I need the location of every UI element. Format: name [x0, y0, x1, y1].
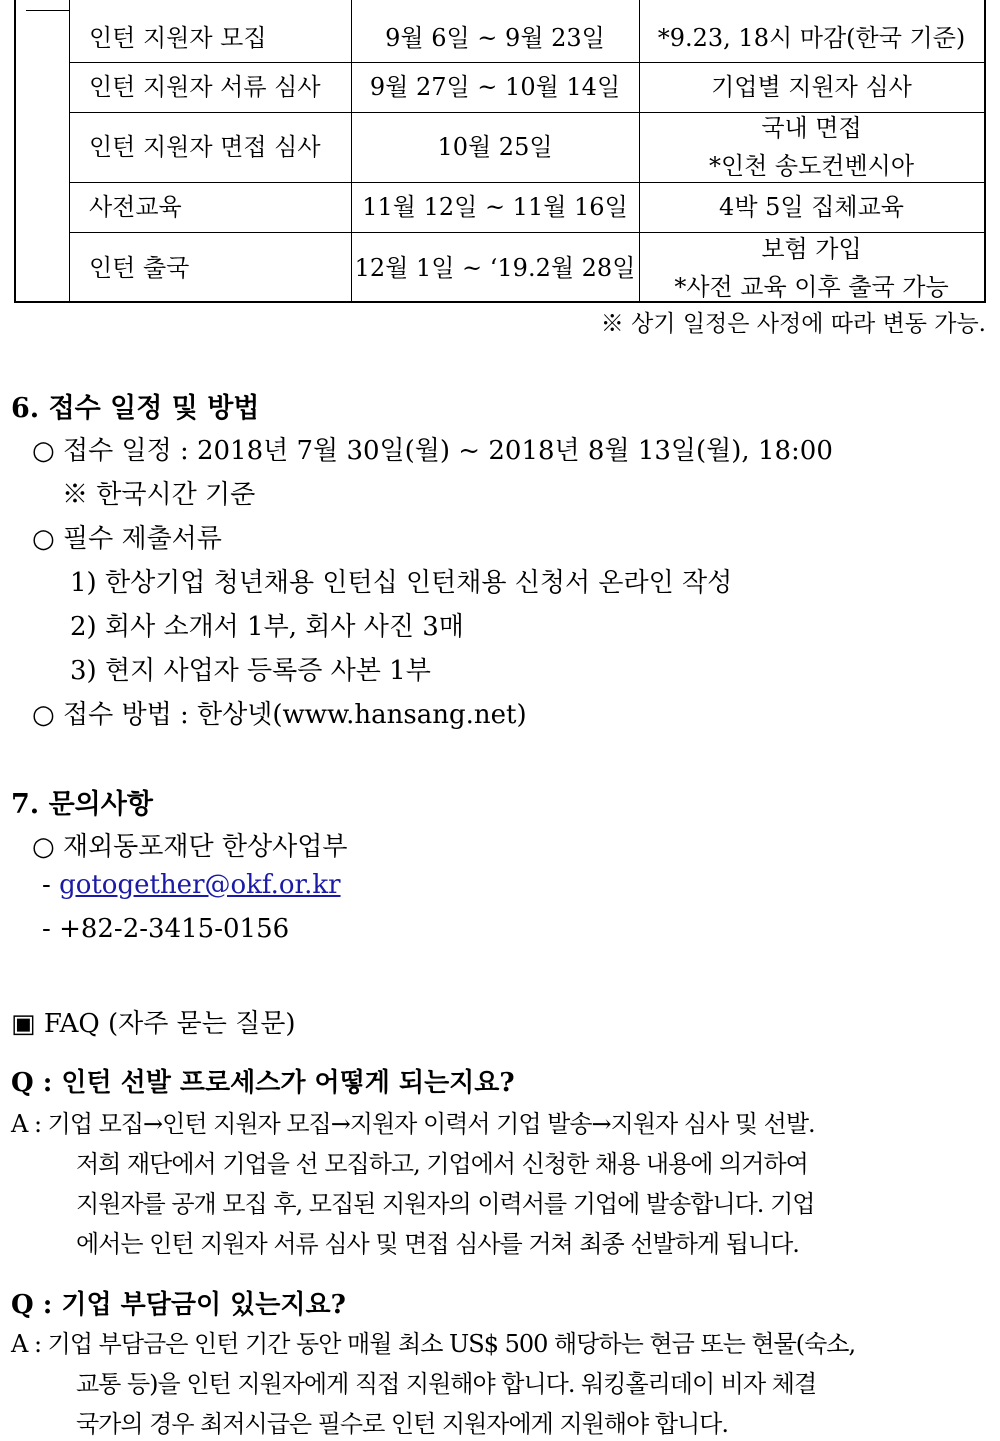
required-doc-item: 2) 회사 소개서 1부, 회사 사진 3매	[70, 612, 464, 642]
table-cell-step: 인턴 지원자 서류 심사	[89, 73, 321, 101]
faq-answer-line: 저희 재단에서 기업을 선 모집하고, 기업에서 신청한 채용 내용에 의거하여	[76, 1150, 808, 1178]
faq-answer-line: 지원자를 공개 모집 후, 모집된 지원자의 이력서를 기업에 발송합니다. 기업	[76, 1190, 815, 1218]
contact-org: ○ 재외동포재단 한상사업부	[32, 832, 348, 862]
table-cell-note: 국내 면접 *인천 송도컨벤시아	[708, 114, 915, 180]
table-cell-period: 11월 12일 ~ 11월 16일	[362, 193, 628, 221]
table-cell-period: 12월 1일 ~ ‘19.2월 28일	[354, 253, 636, 282]
receipt-method: ○ 접수 방법 : 한상넷(www.hansang.net)	[32, 700, 527, 730]
timezone-note: ※ 한국시간 기준	[62, 480, 256, 510]
table-cell-note: 보험 가입 *사전 교육 이후 출국 가능	[674, 234, 949, 301]
faq-answer-line: 국가의 경우 최저시급은 필수로 인턴 지원자에게 지원해야 합니다.	[76, 1410, 728, 1438]
faq-answer-line: A : 기업 모집→인턴 지원자 모집→지원자 이력서 기업 발송→지원자 심사 및 선발.	[11, 1110, 815, 1138]
required-docs-title: ○ 필수 제출서류	[32, 524, 222, 554]
faq-answer-line: 교통 등)을 인턴 지원자에게 직접 지원해야 합니다. 워킹홀리데이 비자 체결	[76, 1370, 817, 1398]
table-cell-note: 기업별 지원자 심사	[711, 73, 912, 101]
faq-question: Q : 인턴 선발 프로세스가 어떻게 되는지요?	[11, 1068, 515, 1098]
contact-phone: +82-2-3415-0156	[59, 914, 290, 944]
required-doc-item: 3) 현지 사업자 등록증 사본 1부	[70, 656, 431, 686]
list-dash: -	[42, 914, 51, 944]
table-cell-period: 10월 25일	[437, 133, 553, 161]
contact-email-link[interactable]: gotogether@okf.or.kr	[59, 870, 341, 900]
faq-answer-line: 에서는 인턴 지원자 서류 심사 및 면접 심사를 거쳐 최종 선발하게 됩니다.	[76, 1230, 799, 1258]
table-cell-note: 4박 5일 집체교육	[719, 193, 904, 221]
section-7-title: 7. 문의사항	[11, 789, 153, 820]
table-cell-step: 인턴 지원자 면접 심사	[89, 133, 321, 161]
table-cell-note: *9.23, 18시 마감(한국 기준)	[657, 24, 966, 52]
table-cell-period: 9월 6일 ~ 9월 23일	[385, 24, 605, 52]
list-dash: -	[42, 870, 51, 900]
faq-title: ▣ FAQ (자주 묻는 질문)	[11, 1009, 296, 1039]
contact-email-row	[42, 870, 341, 900]
faq-answer-line: A : 기업 부담금은 인턴 기간 동안 매월 최소 US$ 500 해당하는 현금 또는 현물(숙소,	[11, 1330, 856, 1358]
table-cell-period: 9월 27일 ~ 10월 14일	[369, 73, 621, 101]
contact-phone-row	[42, 914, 289, 944]
required-doc-item: 1) 한상기업 청년채용 인턴십 인턴채용 신청서 온라인 작성	[70, 568, 733, 598]
receipt-schedule: ○ 접수 일정 : 2018년 7월 30일(월) ~ 2018년 8월 13일(월), 18:00	[32, 436, 833, 466]
schedule-table	[14, 0, 986, 303]
table-cell-step: 인턴 지원자 모집	[89, 24, 267, 52]
table-cell-step: 인턴 출국	[89, 253, 190, 282]
faq-question: Q : 기업 부담금이 있는지요?	[11, 1290, 346, 1320]
section-6-title: 6. 접수 일정 및 방법	[11, 393, 260, 424]
schedule-footnote: ※ 상기 일정은 사정에 따라 변동 가능.	[600, 311, 986, 337]
table-cell-step: 사전교육	[89, 193, 182, 221]
